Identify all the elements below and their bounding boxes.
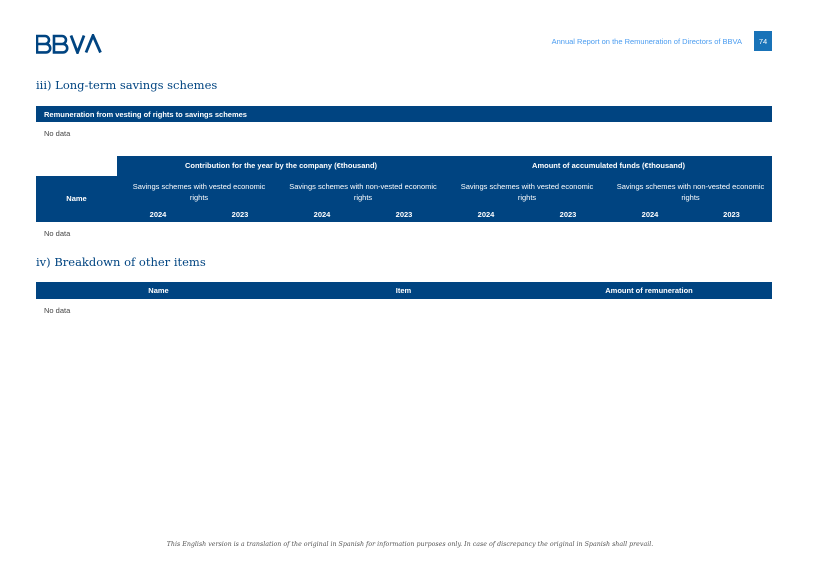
no-data-other-items: No data	[44, 306, 71, 315]
no-data-vesting: No data	[44, 129, 71, 138]
section-title-savings: iii) Long-term savings schemes	[36, 78, 218, 92]
bbva-logo	[36, 34, 102, 56]
section-title-other-items: iv) Breakdown of other items	[36, 255, 206, 269]
column-header-name: Name	[148, 286, 169, 295]
vesting-rights-bar	[36, 106, 772, 122]
year-header: 2023	[691, 209, 772, 222]
year-header: 2023	[199, 209, 281, 222]
sub-header-vested-contribution: Savings schemes with vested economic rights	[117, 176, 281, 209]
no-data-savings-table: No data	[44, 229, 71, 238]
page-number: 74	[754, 31, 772, 51]
group-header-contribution: Contribution for the year by the company (€thousand)	[117, 156, 445, 176]
table-corner	[36, 156, 117, 176]
other-items-header	[36, 282, 772, 299]
year-header: 2024	[117, 209, 199, 222]
year-header: 2023	[527, 209, 609, 222]
sub-header-vested-accumulated: Savings schemes with vested economic rights	[445, 176, 609, 209]
vesting-rights-label: Remuneration from vesting of rights to savings schemes	[44, 109, 247, 119]
year-header: 2023	[363, 209, 445, 222]
report-title: Annual Report on the Remuneration of Directors of BBVA	[551, 36, 742, 46]
footer-disclaimer: This English version is a translation of the original in Spanish for information purposes only. In case of discrepancy the original in Spanish shall prevail.	[166, 541, 654, 548]
report-header	[552, 31, 772, 51]
savings-table	[36, 156, 772, 222]
group-header-accumulated: Amount of accumulated funds (€thousand)	[445, 156, 772, 176]
column-header-item: Item	[395, 286, 412, 295]
name-header: Name	[36, 176, 117, 222]
year-header: 2024	[609, 209, 691, 222]
sub-header-nonvested-contribution: Savings schemes with non-vested economic rights	[281, 176, 445, 209]
column-header-amount: Amount of remuneration	[605, 286, 693, 295]
sub-header-nonvested-accumulated: Savings schemes with non-vested economic rights	[609, 176, 772, 209]
bbva-logo-mark	[36, 34, 102, 54]
year-header: 2024	[445, 209, 527, 222]
year-header: 2024	[281, 209, 363, 222]
